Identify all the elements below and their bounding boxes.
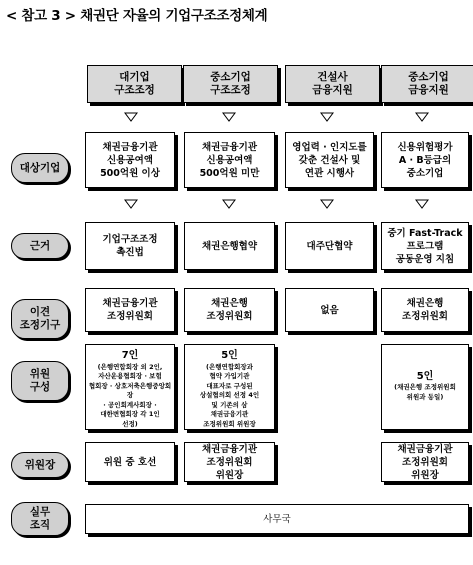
basis-construction: 대주단협약 xyxy=(285,222,374,270)
mediation-large-corp: 채권금융기관 조정위원회 xyxy=(85,288,175,332)
target-sme: 채권금융기관 신용공여액 500억원 미만 xyxy=(184,132,275,188)
composition-count: 7인 xyxy=(121,350,139,361)
down-arrow-icon xyxy=(320,112,334,122)
down-arrow-icon xyxy=(124,199,138,209)
target-sme-finance: 신용위험평가 A · B등급의 중소기업 xyxy=(381,132,469,188)
row-label-chair: 위원장 xyxy=(11,452,69,478)
mediation-construction: 없음 xyxy=(285,288,374,332)
composition-count: 5인 xyxy=(416,370,434,382)
chair-large-corp: 위원 중 호선 xyxy=(85,442,175,482)
basis-sme: 채권은행협약 xyxy=(184,222,275,270)
staff-secretariat: 사무국 xyxy=(85,504,469,534)
row-label-target: 대상기업 xyxy=(11,153,69,183)
chair-sme-finance: 채권금융기관 조정위원회 위원장 xyxy=(381,442,469,482)
row-label-basis: 근거 xyxy=(11,233,69,259)
composition-count: 5인 xyxy=(221,350,238,361)
composition-detail: (채권은행 조정위원회 위원과 동일) xyxy=(394,383,456,401)
header-large-corp-restructuring: 대기업 구조조정 xyxy=(87,65,182,103)
header-sme-restructuring: 중소기업 구조조정 xyxy=(183,65,278,103)
composition-detail: (은행연합회장 외 2인, 자산운용협회장 · 보험 협회장 · 상호저축은행중앙회장 · 공인회계사회장 · 대한변협회장 각 1인 선정) xyxy=(88,362,172,428)
composition-detail: (은행연합회장과 협약 가입기관 대표자로 구성된 상설협의회 선정 4인 및 기존의 삼 채권금융기관 조정위원회 위원장 xyxy=(199,362,260,428)
row-label-staff: 실무 조직 xyxy=(11,502,69,536)
mediation-sme-finance: 채권은행 조정위원회 xyxy=(381,288,469,332)
down-arrow-icon xyxy=(415,112,429,122)
page-title: < 참고 3 > 채권단 자율의 기업구조조정체계 xyxy=(6,8,268,24)
mediation-sme: 채권은행 조정위원회 xyxy=(184,288,275,332)
basis-sme-finance: 중기 Fast-Track 프로그램 공동운영 지침 xyxy=(381,222,469,270)
header-sme-finance: 중소기업 금융지원 xyxy=(381,65,473,103)
basis-large-corp: 기업구조조정 촉진법 xyxy=(85,222,175,270)
down-arrow-icon xyxy=(124,112,138,122)
row-label-composition: 위원 구성 xyxy=(11,361,69,401)
down-arrow-icon xyxy=(320,199,334,209)
composition-sme xyxy=(184,344,275,430)
target-large-corp: 채권금융기관 신용공여액 500억원 이상 xyxy=(85,132,175,188)
target-construction: 영업력 · 인지도를 갖춘 건설사 및 연관 시행사 xyxy=(285,132,374,188)
composition-sme-finance xyxy=(381,344,469,430)
down-arrow-icon xyxy=(222,112,236,122)
down-arrow-icon xyxy=(415,199,429,209)
composition-large-corp xyxy=(85,344,175,430)
down-arrow-icon xyxy=(222,199,236,209)
header-construction-finance: 건설사 금융지원 xyxy=(285,65,380,103)
row-label-mediation: 이견 조정기구 xyxy=(11,299,69,339)
chair-sme: 채권금융기관 조정위원회 위원장 xyxy=(184,442,275,482)
